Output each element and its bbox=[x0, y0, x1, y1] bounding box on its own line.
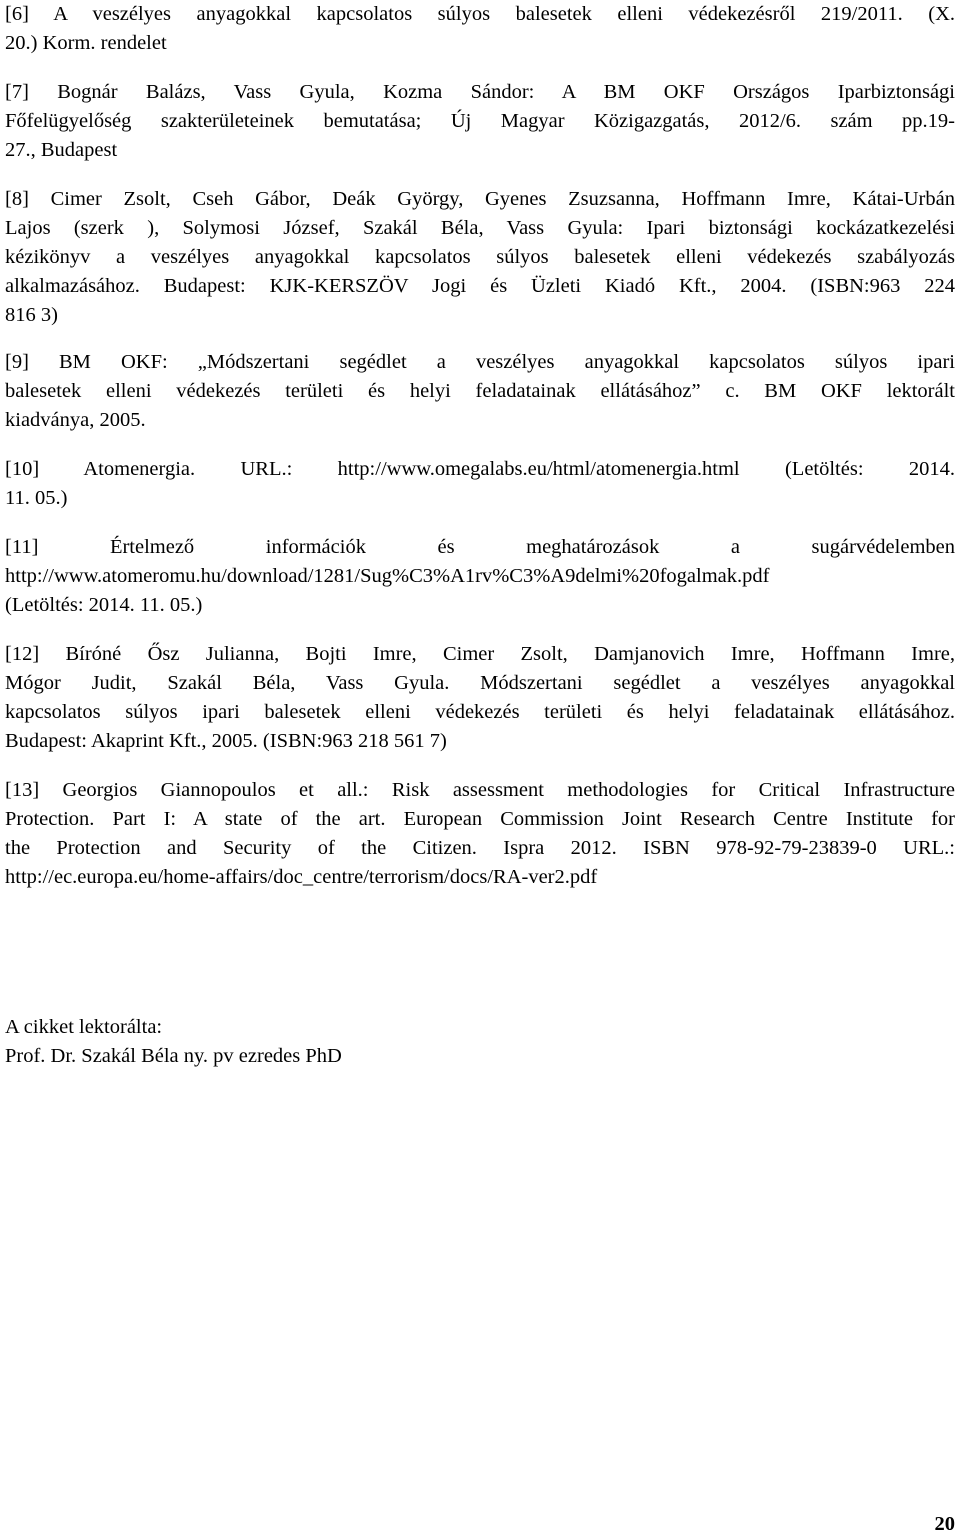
reference-6 bbox=[5, 0, 955, 58]
reference-10 bbox=[5, 455, 955, 513]
reference-line: [6] A veszélyes anyagokkal kapcsolatos súlyos balesetek elleni védekezésről 219/2011. (X. bbox=[5, 3, 955, 25]
reference-line: 27., Budapest bbox=[5, 139, 118, 161]
reference-11 bbox=[5, 533, 955, 620]
reference-line: kiadványa, 2005. bbox=[5, 409, 146, 431]
reference-line: alkalmazásához. Budapest: KJK-KERSZÖV Jogi és Üzleti Kiadó Kft., 2004. (ISBN:963 224 bbox=[5, 275, 955, 297]
reference-13 bbox=[5, 776, 955, 892]
reference-line: [11] Értelmező információk és meghatározások a sugárvédelemben bbox=[5, 536, 955, 558]
reference-line: kapcsolatos súlyos ipari balesetek elleni védekezés területi és helyi feladatainak ellátásához. bbox=[5, 701, 955, 723]
reviewer-label: A cikket lektorálta: bbox=[5, 1016, 163, 1038]
reference-line: kézikönyv a veszélyes anyagokkal kapcsolatos súlyos balesetek elleni védekezés szabályozás bbox=[5, 246, 955, 268]
reference-9 bbox=[5, 348, 955, 435]
reference-line: [8] Cimer Zsolt, Cseh Gábor, Deák György, Gyenes Zsuzsanna, Hoffmann Imre, Kátai-Urbán bbox=[5, 188, 955, 210]
reference-line: [9] BM OKF: „Módszertani segédlet a veszélyes anyagokkal kapcsolatos súlyos ipari bbox=[5, 351, 955, 373]
reference-url-link[interactable]: http://ec.europa.eu/home-affairs/doc_centre/terrorism/docs/RA-ver2.pdf bbox=[5, 866, 598, 888]
reference-line: [7] Bognár Balázs, Vass Gyula, Kozma Sándor: A BM OKF Országos Iparbiztonsági bbox=[5, 81, 955, 103]
reference-line: Lajos (szerk ), Solymosi József, Szakál Béla, Vass Gyula: Ipari biztonsági kockázatkezelési bbox=[5, 217, 955, 239]
reference-line: 816 3) bbox=[5, 304, 58, 326]
reviewer-block bbox=[5, 1013, 342, 1071]
reference-line: Budapest: Akaprint Kft., 2005. (ISBN:963 218 561 7) bbox=[5, 730, 447, 752]
reference-8 bbox=[5, 185, 955, 330]
reference-12 bbox=[5, 640, 955, 756]
reference-line: 11. 05.) bbox=[5, 487, 68, 509]
reference-line: [12] Bíróné Ősz Julianna, Bojti Imre, Cimer Zsolt, Damjanovich Imre, Hoffmann Imre, bbox=[5, 643, 955, 665]
page-number: 20 bbox=[934, 1513, 955, 1535]
reference-line: (Letöltés: 2014. 11. 05.) bbox=[5, 594, 203, 616]
reference-line: Protection. Part I: A state of the art. European Commission Joint Research Centre Institute for bbox=[5, 808, 955, 830]
reference-line: balesetek elleni védekezés területi és helyi feladatainak ellátásához” c. BM OKF lektorált bbox=[5, 380, 955, 402]
reference-line: the Protection and Security of the Citizen. Ispra 2012. ISBN 978-92-79-23839-0 URL.: bbox=[5, 837, 955, 859]
reference-line: [13] Georgios Giannopoulos et all.: Risk assessment methodologies for Critical Infrastructure bbox=[5, 779, 955, 801]
reference-7 bbox=[5, 78, 955, 165]
reference-line: 20.) Korm. rendelet bbox=[5, 32, 167, 54]
reference-line: [10] Atomenergia. URL.: http://www.omegalabs.eu/html/atomenergia.html (Letöltés: 2014. bbox=[5, 458, 955, 480]
reference-line: Mógor Judit, Szakál Béla, Vass Gyula. Módszertani segédlet a veszélyes anyagokkal bbox=[5, 672, 955, 694]
reference-line: Főfelügyelőség szakterületeinek bemutatása; Új Magyar Közigazgatás, 2012/6. szám pp.19- bbox=[5, 110, 955, 132]
reference-url-link[interactable]: http://www.atomeromu.hu/download/1281/Sug%C3%A1rv%C3%A9delmi%20fogalmak.pdf bbox=[5, 565, 770, 587]
reference-list bbox=[5, 0, 955, 892]
reviewer-name: Prof. Dr. Szakál Béla ny. pv ezredes PhD bbox=[5, 1045, 342, 1067]
